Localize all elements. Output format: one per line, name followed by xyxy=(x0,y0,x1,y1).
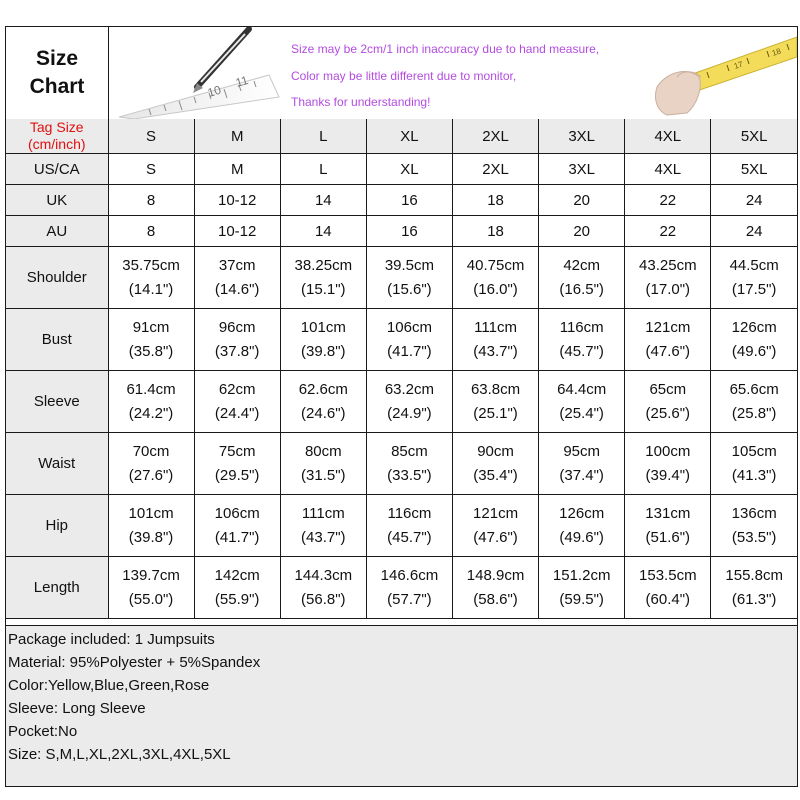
size-cell: M xyxy=(194,154,280,185)
measurement-inch: (35.8") xyxy=(128,342,174,360)
measurement-inch: (15.6") xyxy=(387,280,432,298)
measurement-cell xyxy=(711,557,797,619)
measurement-inch: (43.7") xyxy=(473,342,518,360)
measurement-cm: 142cm xyxy=(214,566,260,584)
measurement-cm: 37cm xyxy=(218,256,256,274)
measurement-inch: (49.6") xyxy=(559,528,604,546)
size-cell: 8 xyxy=(108,185,194,216)
measurement-cm: 62cm xyxy=(218,380,256,398)
measurement-inch: (17.0") xyxy=(645,280,691,298)
measurement-inch: (53.5") xyxy=(731,528,777,546)
measurement-cell xyxy=(194,371,280,433)
size-row-us-ca xyxy=(6,154,797,185)
measurement-inch: (14.6") xyxy=(214,280,260,298)
measurement-cm: 85cm xyxy=(391,442,428,460)
row-label: AU xyxy=(6,216,108,247)
size-table xyxy=(6,119,797,619)
measurement-cm: 42cm xyxy=(563,256,601,274)
measurement-cell xyxy=(108,433,194,495)
size-cell: 8 xyxy=(108,216,194,247)
measurement-cm: 106cm xyxy=(386,318,432,336)
measurement-cm: 116cm xyxy=(387,504,432,522)
measurement-cell xyxy=(453,309,539,371)
measurement-cell xyxy=(194,557,280,619)
size-cell: 3XL xyxy=(539,154,625,185)
measurement-inch: (25.4") xyxy=(559,404,604,422)
row-label: UK xyxy=(6,185,108,216)
measurement-inch: (41.7") xyxy=(387,342,432,360)
measurement-inch: (24.6") xyxy=(301,404,346,422)
measurement-cell xyxy=(539,557,625,619)
info-line: Sleeve: Long Sleeve xyxy=(8,700,146,717)
measurement-cell xyxy=(711,433,797,495)
size-cell: 14 xyxy=(280,216,366,247)
measurement-cm: 155.8cm xyxy=(725,566,783,584)
tag-size-cell: 5XL xyxy=(711,119,797,154)
measurement-inch: (49.6") xyxy=(731,342,777,360)
measurement-cm: 131cm xyxy=(645,504,691,522)
measurement-inch: (29.5") xyxy=(214,466,260,484)
size-cell: 24 xyxy=(711,216,797,247)
tag-size-row xyxy=(6,119,797,154)
measurement-cm: 126cm xyxy=(559,504,605,522)
title-line-2: Chart xyxy=(29,75,85,98)
measurement-cell xyxy=(366,371,452,433)
ruler-number-10: 10 xyxy=(205,82,223,100)
info-line: Pocket:No xyxy=(8,723,78,740)
measurement-cm: 151.2cm xyxy=(552,566,611,584)
title-line-1: Size xyxy=(35,47,79,70)
size-row-uk xyxy=(6,185,797,216)
size-cell: 16 xyxy=(366,216,452,247)
measurement-cell xyxy=(194,247,280,309)
measurement-inch: (55.0") xyxy=(128,590,174,608)
measurement-cell xyxy=(711,495,797,557)
measurement-cell xyxy=(453,433,539,495)
measurement-cm: 75cm xyxy=(218,442,256,460)
measurement-cm: 121cm xyxy=(645,318,691,336)
measurement-note-banner xyxy=(109,27,797,119)
measurement-cell xyxy=(108,495,194,557)
measurement-cell xyxy=(366,247,452,309)
measurement-inch: (37.4") xyxy=(559,466,604,484)
measurement-cm: 90cm xyxy=(477,442,514,460)
row-label: Length xyxy=(6,557,108,619)
measurement-cell xyxy=(280,247,366,309)
ruler-number-11: 11 xyxy=(233,72,250,90)
note-thanks: Thanks for understanding! xyxy=(291,95,431,109)
measurement-cm: 148.9cm xyxy=(466,566,525,584)
size-cell: 4XL xyxy=(625,154,711,185)
measurement-inch: (24.4") xyxy=(214,404,260,422)
measurement-cell xyxy=(625,495,711,557)
size-cell: 22 xyxy=(625,185,711,216)
measurement-cell xyxy=(625,433,711,495)
row-label: Waist xyxy=(6,433,108,495)
measurement-cell xyxy=(108,247,194,309)
measurement-cell xyxy=(625,371,711,433)
measurement-cm: 101cm xyxy=(128,504,174,522)
size-cell: 2XL xyxy=(453,154,539,185)
tag-size-label-line-2: (cm/inch) xyxy=(27,136,86,152)
measure-row-waist xyxy=(6,433,797,495)
measurement-inch: (24.9") xyxy=(387,404,432,422)
measurement-cm: 96cm xyxy=(218,318,256,336)
tag-size-cell: 3XL xyxy=(539,119,625,154)
measurement-inch: (33.5") xyxy=(387,466,432,484)
info-line: Size: S,M,L,XL,2XL,3XL,4XL,5XL xyxy=(8,746,231,763)
measurement-inch: (45.7") xyxy=(559,342,604,360)
measurement-cm: 38.25cm xyxy=(294,256,353,274)
measurement-inch: (41.3") xyxy=(731,466,777,484)
measurement-cm: 39.5cm xyxy=(384,256,435,274)
ruler-and-pen-illustration xyxy=(109,27,289,119)
size-cell: 20 xyxy=(539,216,625,247)
measurement-cell xyxy=(711,371,797,433)
measurement-cm: 126cm xyxy=(731,318,777,336)
measurement-inch: (24.2") xyxy=(128,404,174,422)
note-monitor-color: Color may be little different due to monitor, xyxy=(291,69,517,83)
size-cell: S xyxy=(108,154,194,185)
measurement-inch: (41.7") xyxy=(214,528,260,546)
size-cell: 24 xyxy=(711,185,797,216)
measurement-cm: 111cm xyxy=(474,318,517,336)
tape-number-18: 18 xyxy=(770,46,783,58)
measurement-inch: (17.5") xyxy=(731,280,777,298)
row-label: Sleeve xyxy=(6,371,108,433)
measurement-cell xyxy=(280,433,366,495)
tape-number-17: 17 xyxy=(732,59,745,71)
chart-header xyxy=(6,27,797,120)
measurement-cm: 62.6cm xyxy=(298,380,348,398)
measure-row-shoulder xyxy=(6,247,797,309)
tag-size-cell: L xyxy=(280,119,366,154)
measurement-cm: 105cm xyxy=(731,442,777,460)
measurement-inch: (39.4") xyxy=(645,466,691,484)
measurement-inch: (56.8") xyxy=(301,590,346,608)
measurement-inch: (15.1") xyxy=(301,280,346,298)
row-label: Shoulder xyxy=(6,247,108,309)
measurement-cell xyxy=(539,247,625,309)
product-info-panel xyxy=(6,625,797,786)
measurement-cell xyxy=(453,495,539,557)
size-cell: 10-12 xyxy=(194,216,280,247)
measurement-cell xyxy=(194,433,280,495)
info-line: Color:Yellow,Blue,Green,Rose xyxy=(8,677,210,694)
measurement-inch: (27.6") xyxy=(128,466,174,484)
measurement-cm: 40.75cm xyxy=(466,256,525,274)
measurement-cm: 111cm xyxy=(301,504,345,522)
info-line: Package included: 1 Jumpsuits xyxy=(8,631,215,648)
measurement-inch: (58.6") xyxy=(473,590,518,608)
measurement-inch: (16.5") xyxy=(559,280,604,298)
tag-size-cell: XL xyxy=(366,119,452,154)
measurement-cell xyxy=(366,557,452,619)
measurement-cell xyxy=(108,309,194,371)
measurement-inch: (39.8") xyxy=(301,342,346,360)
measurement-cell xyxy=(711,247,797,309)
size-cell: 10-12 xyxy=(194,185,280,216)
measurement-inch: (47.6") xyxy=(645,342,691,360)
size-cell: 18 xyxy=(453,185,539,216)
tag-size-label xyxy=(6,119,108,154)
measurement-inch: (25.6") xyxy=(645,404,691,422)
measurement-cm: 146.6cm xyxy=(380,566,439,584)
size-cell: 16 xyxy=(366,185,452,216)
measurement-inch: (37.8") xyxy=(214,342,260,360)
measurement-cm: 144.3cm xyxy=(294,566,353,584)
measurement-cell xyxy=(453,371,539,433)
measurement-cm: 100cm xyxy=(645,442,691,460)
measurement-cm: 116cm xyxy=(559,318,604,336)
measurement-cm: 44.5cm xyxy=(729,256,779,274)
measurement-cm: 106cm xyxy=(214,504,260,522)
size-cell: 14 xyxy=(280,185,366,216)
measurement-cell xyxy=(711,309,797,371)
measurement-inch: (25.8") xyxy=(731,404,777,422)
measurement-cell xyxy=(366,309,452,371)
row-label: Bust xyxy=(6,309,108,371)
size-cell: 18 xyxy=(453,216,539,247)
measure-row-bust xyxy=(6,309,797,371)
measurement-cm: 43.25cm xyxy=(639,256,697,274)
measurement-cell xyxy=(453,247,539,309)
measurement-cm: 70cm xyxy=(132,442,170,460)
measurement-cm: 121cm xyxy=(473,504,519,522)
size-chart xyxy=(5,26,798,787)
measurement-cm: 91cm xyxy=(132,318,170,336)
measurement-cm: 63.2cm xyxy=(384,380,435,398)
row-label: US/CA xyxy=(6,154,108,185)
measurement-cell xyxy=(280,309,366,371)
measurement-inch: (16.0") xyxy=(473,280,518,298)
measurement-cell xyxy=(194,309,280,371)
tag-size-cell: 2XL xyxy=(453,119,539,154)
measurement-cell xyxy=(453,557,539,619)
measurement-inch: (51.6") xyxy=(645,528,691,546)
measurement-inch: (14.1") xyxy=(128,280,174,298)
measurement-cell xyxy=(539,371,625,433)
measure-row-sleeve xyxy=(6,371,797,433)
tag-size-cell: 4XL xyxy=(625,119,711,154)
measurement-cell xyxy=(280,371,366,433)
measurement-inch: (60.4") xyxy=(645,590,691,608)
measurement-cell xyxy=(366,495,452,557)
measurement-inch: (55.9") xyxy=(214,590,260,608)
size-cell: XL xyxy=(366,154,452,185)
measurement-cm: 153.5cm xyxy=(639,566,697,584)
measurement-inch: (47.6") xyxy=(473,528,518,546)
measurement-inch: (25.1") xyxy=(473,404,518,422)
measurement-inch: (61.3") xyxy=(731,590,777,608)
size-chart-title xyxy=(6,27,109,119)
measure-row-length xyxy=(6,557,797,619)
measurement-inch: (31.5") xyxy=(301,466,346,484)
measurement-cell xyxy=(108,371,194,433)
measurement-cell xyxy=(539,309,625,371)
measurement-inch: (57.7") xyxy=(387,590,432,608)
measurement-inch: (39.8") xyxy=(128,528,174,546)
measurement-cm: 63.8cm xyxy=(470,380,521,398)
measurement-cm: 64.4cm xyxy=(557,380,607,398)
measurement-cell xyxy=(108,557,194,619)
measurement-cm: 80cm xyxy=(304,442,342,460)
size-cell: 20 xyxy=(539,185,625,216)
measurement-cell xyxy=(280,557,366,619)
measure-row-hip xyxy=(6,495,797,557)
tag-size-cell: M xyxy=(194,119,280,154)
size-row-au xyxy=(6,216,797,247)
row-label: Hip xyxy=(6,495,108,557)
size-cell: L xyxy=(280,154,366,185)
measurement-cell xyxy=(194,495,280,557)
measurement-cm: 101cm xyxy=(300,318,346,336)
measurement-cm: 95cm xyxy=(563,442,601,460)
measurement-cm: 136cm xyxy=(731,504,777,522)
measurement-cm: 61.4cm xyxy=(126,380,176,398)
measurement-cm: 65.6cm xyxy=(729,380,779,398)
measurement-cell xyxy=(625,557,711,619)
size-cell: 22 xyxy=(625,216,711,247)
measurement-inch: (35.4") xyxy=(473,466,518,484)
tag-size-cell: S xyxy=(108,119,194,154)
tag-size-label-line-1: Tag Size xyxy=(29,119,84,135)
measurement-cell xyxy=(366,433,452,495)
measurement-inch: (59.5") xyxy=(559,590,604,608)
measurement-cell xyxy=(280,495,366,557)
note-hand-measure: Size may be 2cm/1 inch inaccuracy due to hand measure, xyxy=(291,42,600,56)
size-cell: 5XL xyxy=(711,154,797,185)
measurement-cell xyxy=(625,309,711,371)
measurement-cell xyxy=(539,433,625,495)
measurement-cm: 65cm xyxy=(649,380,687,398)
info-line: Material: 95%Polyester + 5%Spandex xyxy=(8,654,261,671)
measurement-cell xyxy=(625,247,711,309)
measurement-cm: 139.7cm xyxy=(122,566,180,584)
measurement-inch: (43.7") xyxy=(301,528,346,546)
measurement-cell xyxy=(539,495,625,557)
hand-with-tape-measure-illustration xyxy=(637,27,797,119)
measurement-cm: 35.75cm xyxy=(122,256,180,274)
measurement-inch: (45.7") xyxy=(387,528,432,546)
